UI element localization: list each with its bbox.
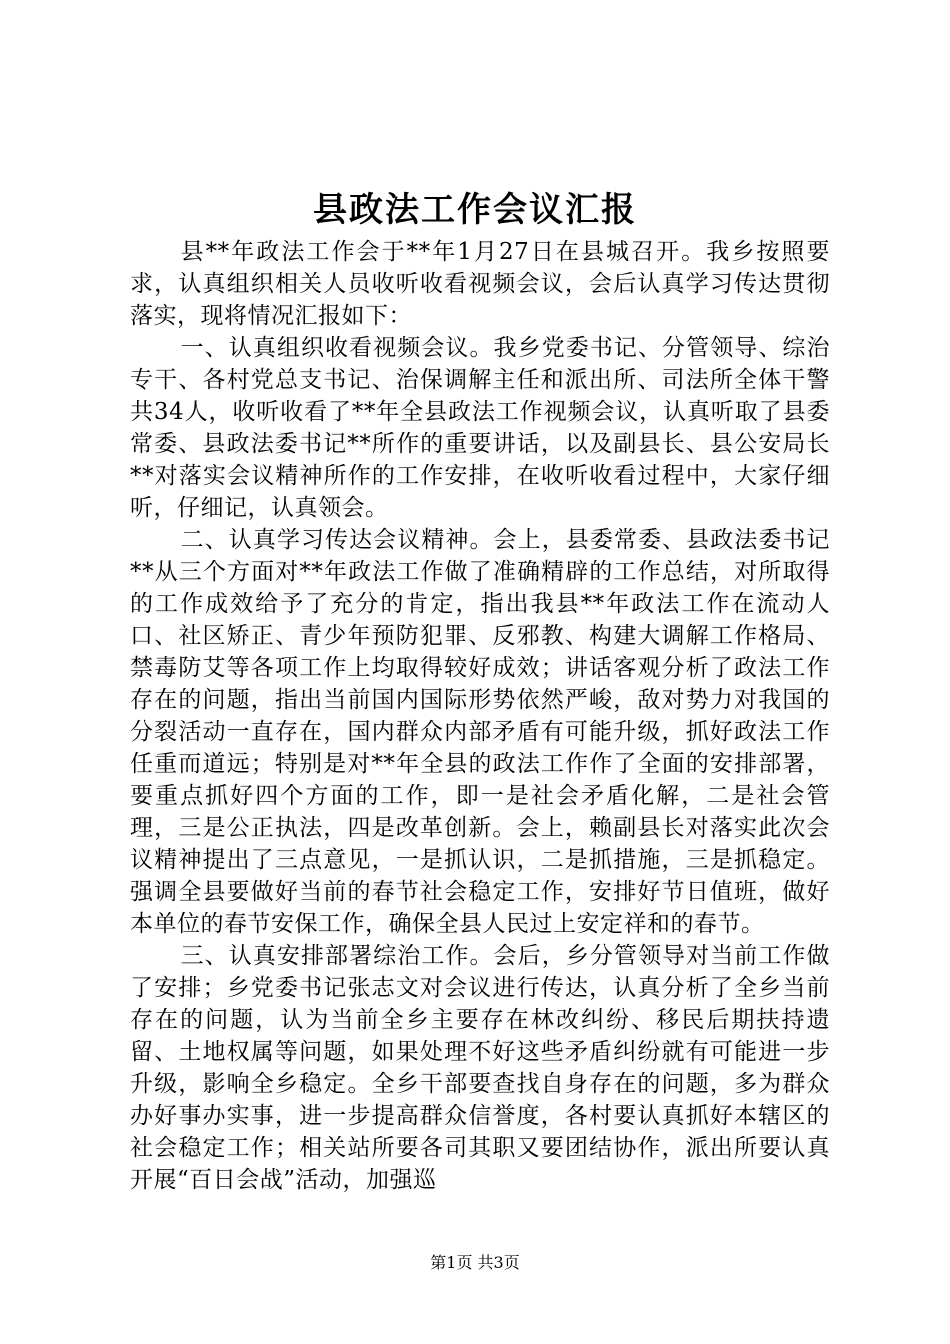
paragraph-section-2: 二、认真学习传达会议精神。会上，县委常委、县政法委书记**从三个方面对**年政法工作做了准确精辟的工作总结，对所取得的工作成效给予了充分的肯定，指出我县**年政法工作在流动人口、社区矫正、青少年预防犯罪、反邪教、构建大调解工作格局、禁毒防艾等各项工作上均取得较好成效；讲话客观分析了政法工作存在的问题，指出当前国内国际形势依然严峻，敌对势力对我国的分裂活动一直存在，国内群众内部矛盾有可能升级，抓好政法工作任重而道远；特别是对**年全县的政法工作作了全面的安排部署，要重点抓好四个方面的工作，即一是社会矛盾化解，二是社会管理，三是公正执法，四是改革创新。会上，赖副县长对落实此次会议精神提出了三点意见，一是抓认识，二是抓措施，三是抓稳定。强调全县要做好当前的春节社会稳定工作，安排好节日值班，做好本单位的春节安保工作，确保全县人民过上安定祥和的春节。 bbox=[130, 527, 830, 937]
document-body bbox=[130, 236, 830, 1196]
paragraph-section-3: 三、认真安排部署综治工作。会后，乡分管领导对当前工作做了安排；乡党委书记张志文对会议进行传达，认真分析了全乡当前存在的问题，认为当前全乡主要存在林改纠纷、移民后期扶持遗留、土地权属等问题，如果处理不好这些矛盾纠纷就有可能进一步升级，影响全乡稳定。全乡干部要查找自身存在的问题，多为群众办好事办实事，进一步提高群众信誉度，各村要认真抓好本辖区的社会稳定工作；相关站所要各司其职又要团结协作，派出所要认真开展“百日会战”活动，加强巡 bbox=[130, 943, 830, 1193]
page-number-footer: 第1页 共3页 bbox=[430, 1253, 520, 1272]
document-title: 县政法工作会议汇报 bbox=[313, 190, 637, 230]
paragraph-intro: 县**年政法工作会于**年1月27日在县城召开。我乡按照要求，认真组织相关人员收听收看视频会议，会后认真学习传达贯彻落实，现将情况汇报如下： bbox=[130, 239, 830, 329]
paragraph-section-1: 一、认真组织收看视频会议。我乡党委书记、分管领导、综治专干、各村党总支书记、治保调解主任和派出所、司法所全体干警共34人，收听收看了**年全县政法工作视频会议，认真听取了县委常委、县政法委书记**所作的重要讲话，以及副县长、县公安局长**对落实会议精神所作的工作安排，在收听收看过程中，大家仔细听，仔细记，认真领会。 bbox=[130, 335, 830, 521]
